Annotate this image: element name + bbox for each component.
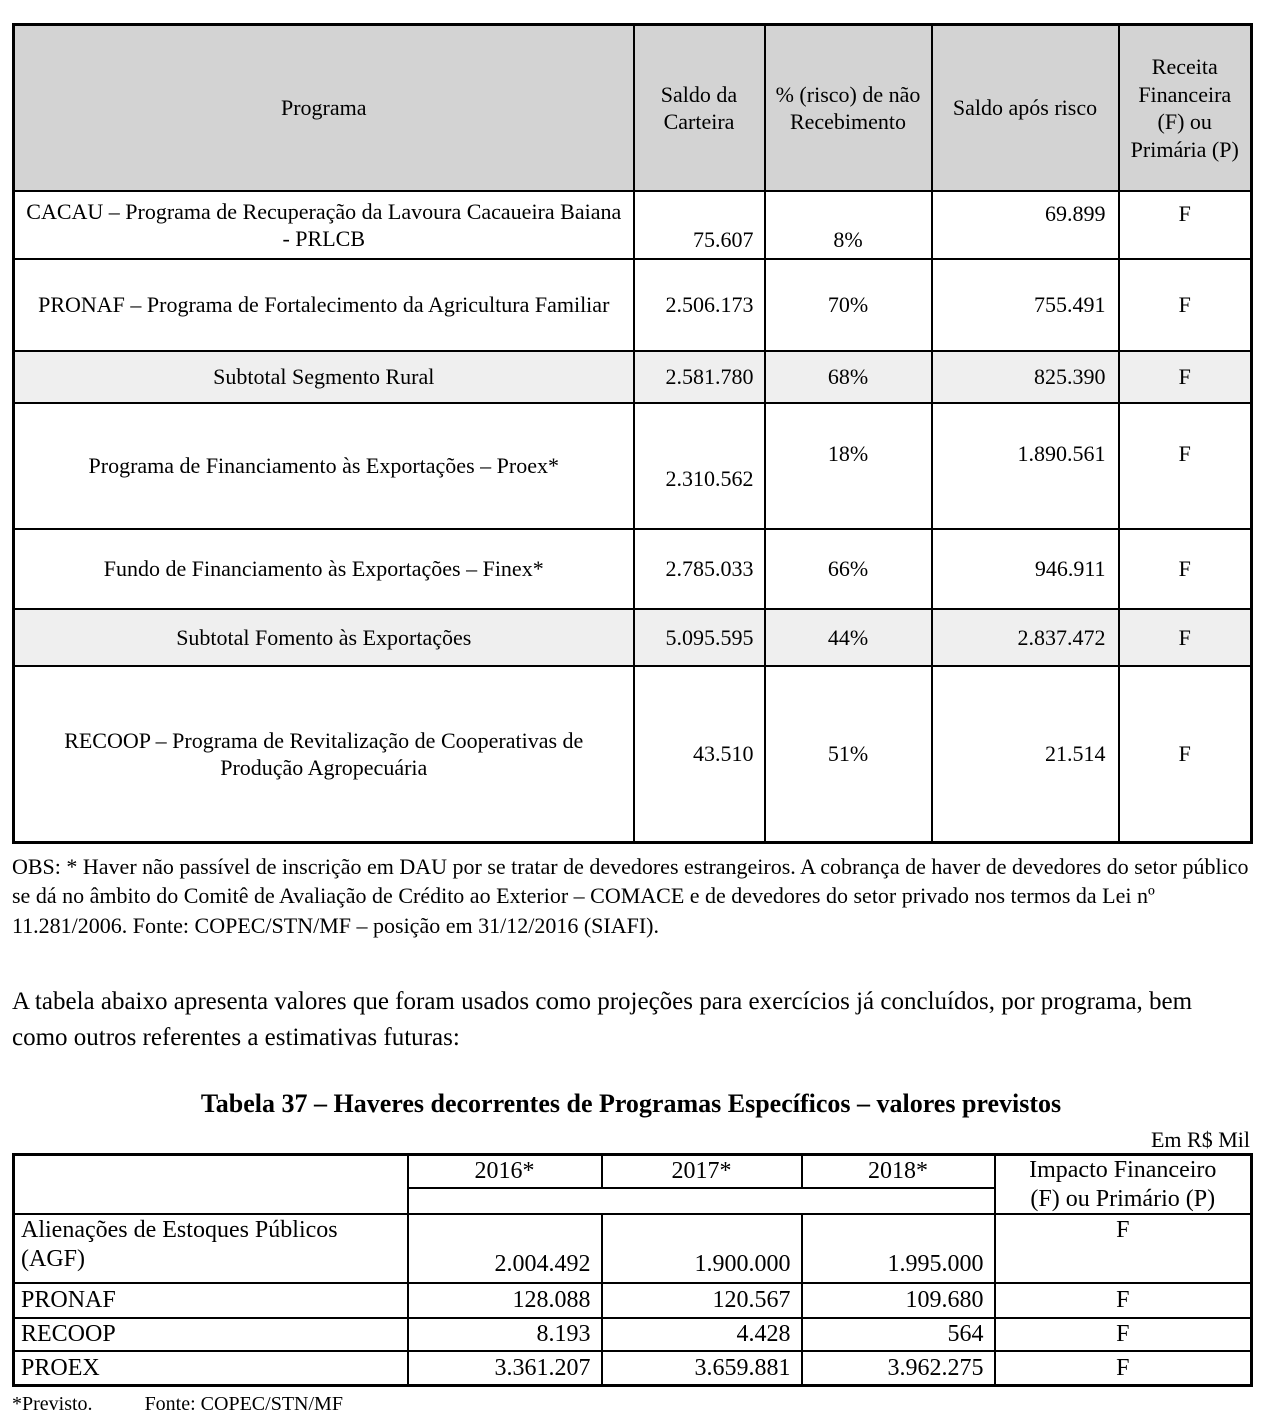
cell-2016-value: 3.361.207 [408, 1351, 602, 1386]
programs-risk-table-header [14, 25, 1252, 192]
cell-2018-value: 564 [802, 1318, 995, 1351]
blank-merged-cell [408, 1188, 995, 1214]
unit-label: Em R$ Mil [1150, 1126, 1250, 1152]
cell-2017-value: 120.567 [602, 1283, 802, 1318]
impacto-header-line1: Impacto Financeiro [1029, 1156, 1217, 1183]
table-row-proex [14, 1351, 1252, 1386]
cell-2018-value: 3.962.275 [802, 1351, 995, 1386]
body-paragraph: A tabela abaixo apresenta valores que foram usados como projeções para exercícios já concluídos, por programa, bem como outros referentes a estimativas futuras: [12, 988, 1193, 1052]
footnote-fonte: Fonte: COPEC/STN/MF [144, 1393, 343, 1416]
cell-pct-risco: 68% [765, 351, 932, 403]
cell-receita: F [1119, 609, 1252, 666]
cell-program-name: PROEX [14, 1351, 408, 1386]
column-header-saldo-carteira: Saldo da Carteira [634, 25, 765, 192]
cell-2018-value: 1.995.000 [802, 1214, 995, 1283]
cell-saldo-carteira: 43.510 [634, 666, 765, 843]
cell-program-name: RECOOP [14, 1318, 408, 1351]
column-header-2018: 2018* [802, 1154, 995, 1188]
cell-pct-risco: 51% [765, 666, 932, 843]
cell-receita: F [1119, 529, 1252, 609]
programs-risk-table [12, 23, 1253, 844]
cell-saldo-apos: 69.899 [932, 191, 1119, 259]
cell-receita: F [1119, 351, 1252, 403]
cell-receita: F [1119, 403, 1252, 529]
cell-saldo-apos: 2.837.472 [932, 609, 1119, 666]
cell-impacto: F [995, 1351, 1252, 1386]
cell-impacto: F [995, 1214, 1252, 1283]
cell-2017-value: 4.428 [602, 1318, 802, 1351]
column-header-pct-risco: % (risco) de não Recebimento [765, 25, 932, 192]
cell-saldo-apos: 946.911 [932, 529, 1119, 609]
table-row-subtotal-exportacoes [14, 609, 1252, 666]
cell-saldo-carteira: 2.785.033 [634, 529, 765, 609]
cell-2016-value: 8.193 [408, 1318, 602, 1351]
table-title: Tabela 37 – Haveres decorrentes de Programas Específicos – valores previstos [200, 1089, 1062, 1119]
cell-program: PRONAF – Programa de Fortalecimento da Agricultura Familiar [14, 259, 634, 351]
column-header-2016: 2016* [408, 1154, 602, 1188]
forecast-values-table [12, 1153, 1253, 1388]
cell-program: Subtotal Segmento Rural [14, 351, 634, 403]
cell-receita: F [1119, 259, 1252, 351]
table-row-cacau [14, 191, 1252, 259]
cell-saldo-apos: 1.890.561 [932, 403, 1119, 529]
cell-program: RECOOP – Programa de Revitalização de Cooperativas de Produção Agropecuária [14, 666, 634, 843]
obs-note: OBS: * Haver não passível de inscrição em DAU por se tratar de devedores estrangeiros. A cobrança de haver de devedores do setor público se dá no âmbito do Comitê de Avaliação de Crédito ao Exterior – COMACE e de devedores do setor privado nos termos da Lei nº 11.281/2006. Fonte: COPEC/STN/MF – posição em 31/12/2016 (SIAFI). [12, 854, 1249, 938]
table-row-recoop [14, 1318, 1252, 1351]
cell-pct-risco: 8% [765, 191, 932, 259]
column-header-impacto [995, 1154, 1252, 1214]
header-row [14, 25, 1252, 192]
column-header-2017: 2017* [602, 1154, 802, 1188]
cell-saldo-carteira: 2.506.173 [634, 259, 765, 351]
cell-saldo-carteira: 75.607 [634, 191, 765, 259]
cell-program: Programa de Financiamento às Exportações – Proex* [14, 403, 634, 529]
cell-pct-risco: 18% [765, 403, 932, 529]
cell-program: CACAU – Programa de Recuperação da Lavoura Cacaueira Baiana - PRLCB [14, 191, 634, 259]
cell-impacto: F [995, 1283, 1252, 1318]
programs-risk-table-body [14, 191, 1252, 843]
cell-2017-value: 1.900.000 [602, 1214, 802, 1283]
cell-saldo-apos: 755.491 [932, 259, 1119, 351]
table-row-recoop [14, 666, 1252, 843]
cell-program: Subtotal Fomento às Exportações [14, 609, 634, 666]
cell-2016-value: 128.088 [408, 1283, 602, 1318]
column-header-programa: Programa [14, 25, 634, 192]
forecast-table-body [14, 1214, 1252, 1386]
cell-2018-value: 109.680 [802, 1283, 995, 1318]
cell-impacto: F [995, 1318, 1252, 1351]
cell-saldo-apos: 825.390 [932, 351, 1119, 403]
column-header-saldo-apos-risco: Saldo após risco [932, 25, 1119, 192]
table-row-pronaf [14, 1283, 1252, 1318]
table-footnote [12, 1392, 1250, 1416]
cell-saldo-carteira: 5.095.595 [634, 609, 765, 666]
cell-program-name: Alienações de Estoques Públicos (AGF) [14, 1214, 408, 1283]
impacto-header-line2: (F) ou Primário (P) [1030, 1185, 1216, 1212]
corner-blank-cell [14, 1154, 408, 1214]
cell-saldo-apos: 21.514 [932, 666, 1119, 843]
table-row-finex [14, 529, 1252, 609]
cell-program: Fundo de Financiamento às Exportações – Finex* [14, 529, 634, 609]
table-row-subtotal-rural [14, 351, 1252, 403]
cell-receita: F [1119, 191, 1252, 259]
table-row-proex [14, 403, 1252, 529]
cell-pct-risco: 70% [765, 259, 932, 351]
header-row-years [14, 1154, 1252, 1188]
cell-pct-risco: 44% [765, 609, 932, 666]
forecast-table-header [14, 1154, 1252, 1214]
cell-pct-risco: 66% [765, 529, 932, 609]
footnote-previsto: *Previsto. [12, 1393, 93, 1416]
cell-2016-value: 2.004.492 [408, 1214, 602, 1283]
table-row-agf [14, 1214, 1252, 1283]
cell-saldo-carteira: 2.310.562 [634, 403, 765, 529]
column-header-receita: Receita Financeira (F) ou Primária (P) [1119, 25, 1252, 192]
cell-2017-value: 3.659.881 [602, 1351, 802, 1386]
table-row-pronaf [14, 259, 1252, 351]
cell-saldo-carteira: 2.581.780 [634, 351, 765, 403]
cell-program-name: PRONAF [14, 1283, 408, 1318]
cell-receita: F [1119, 666, 1252, 843]
